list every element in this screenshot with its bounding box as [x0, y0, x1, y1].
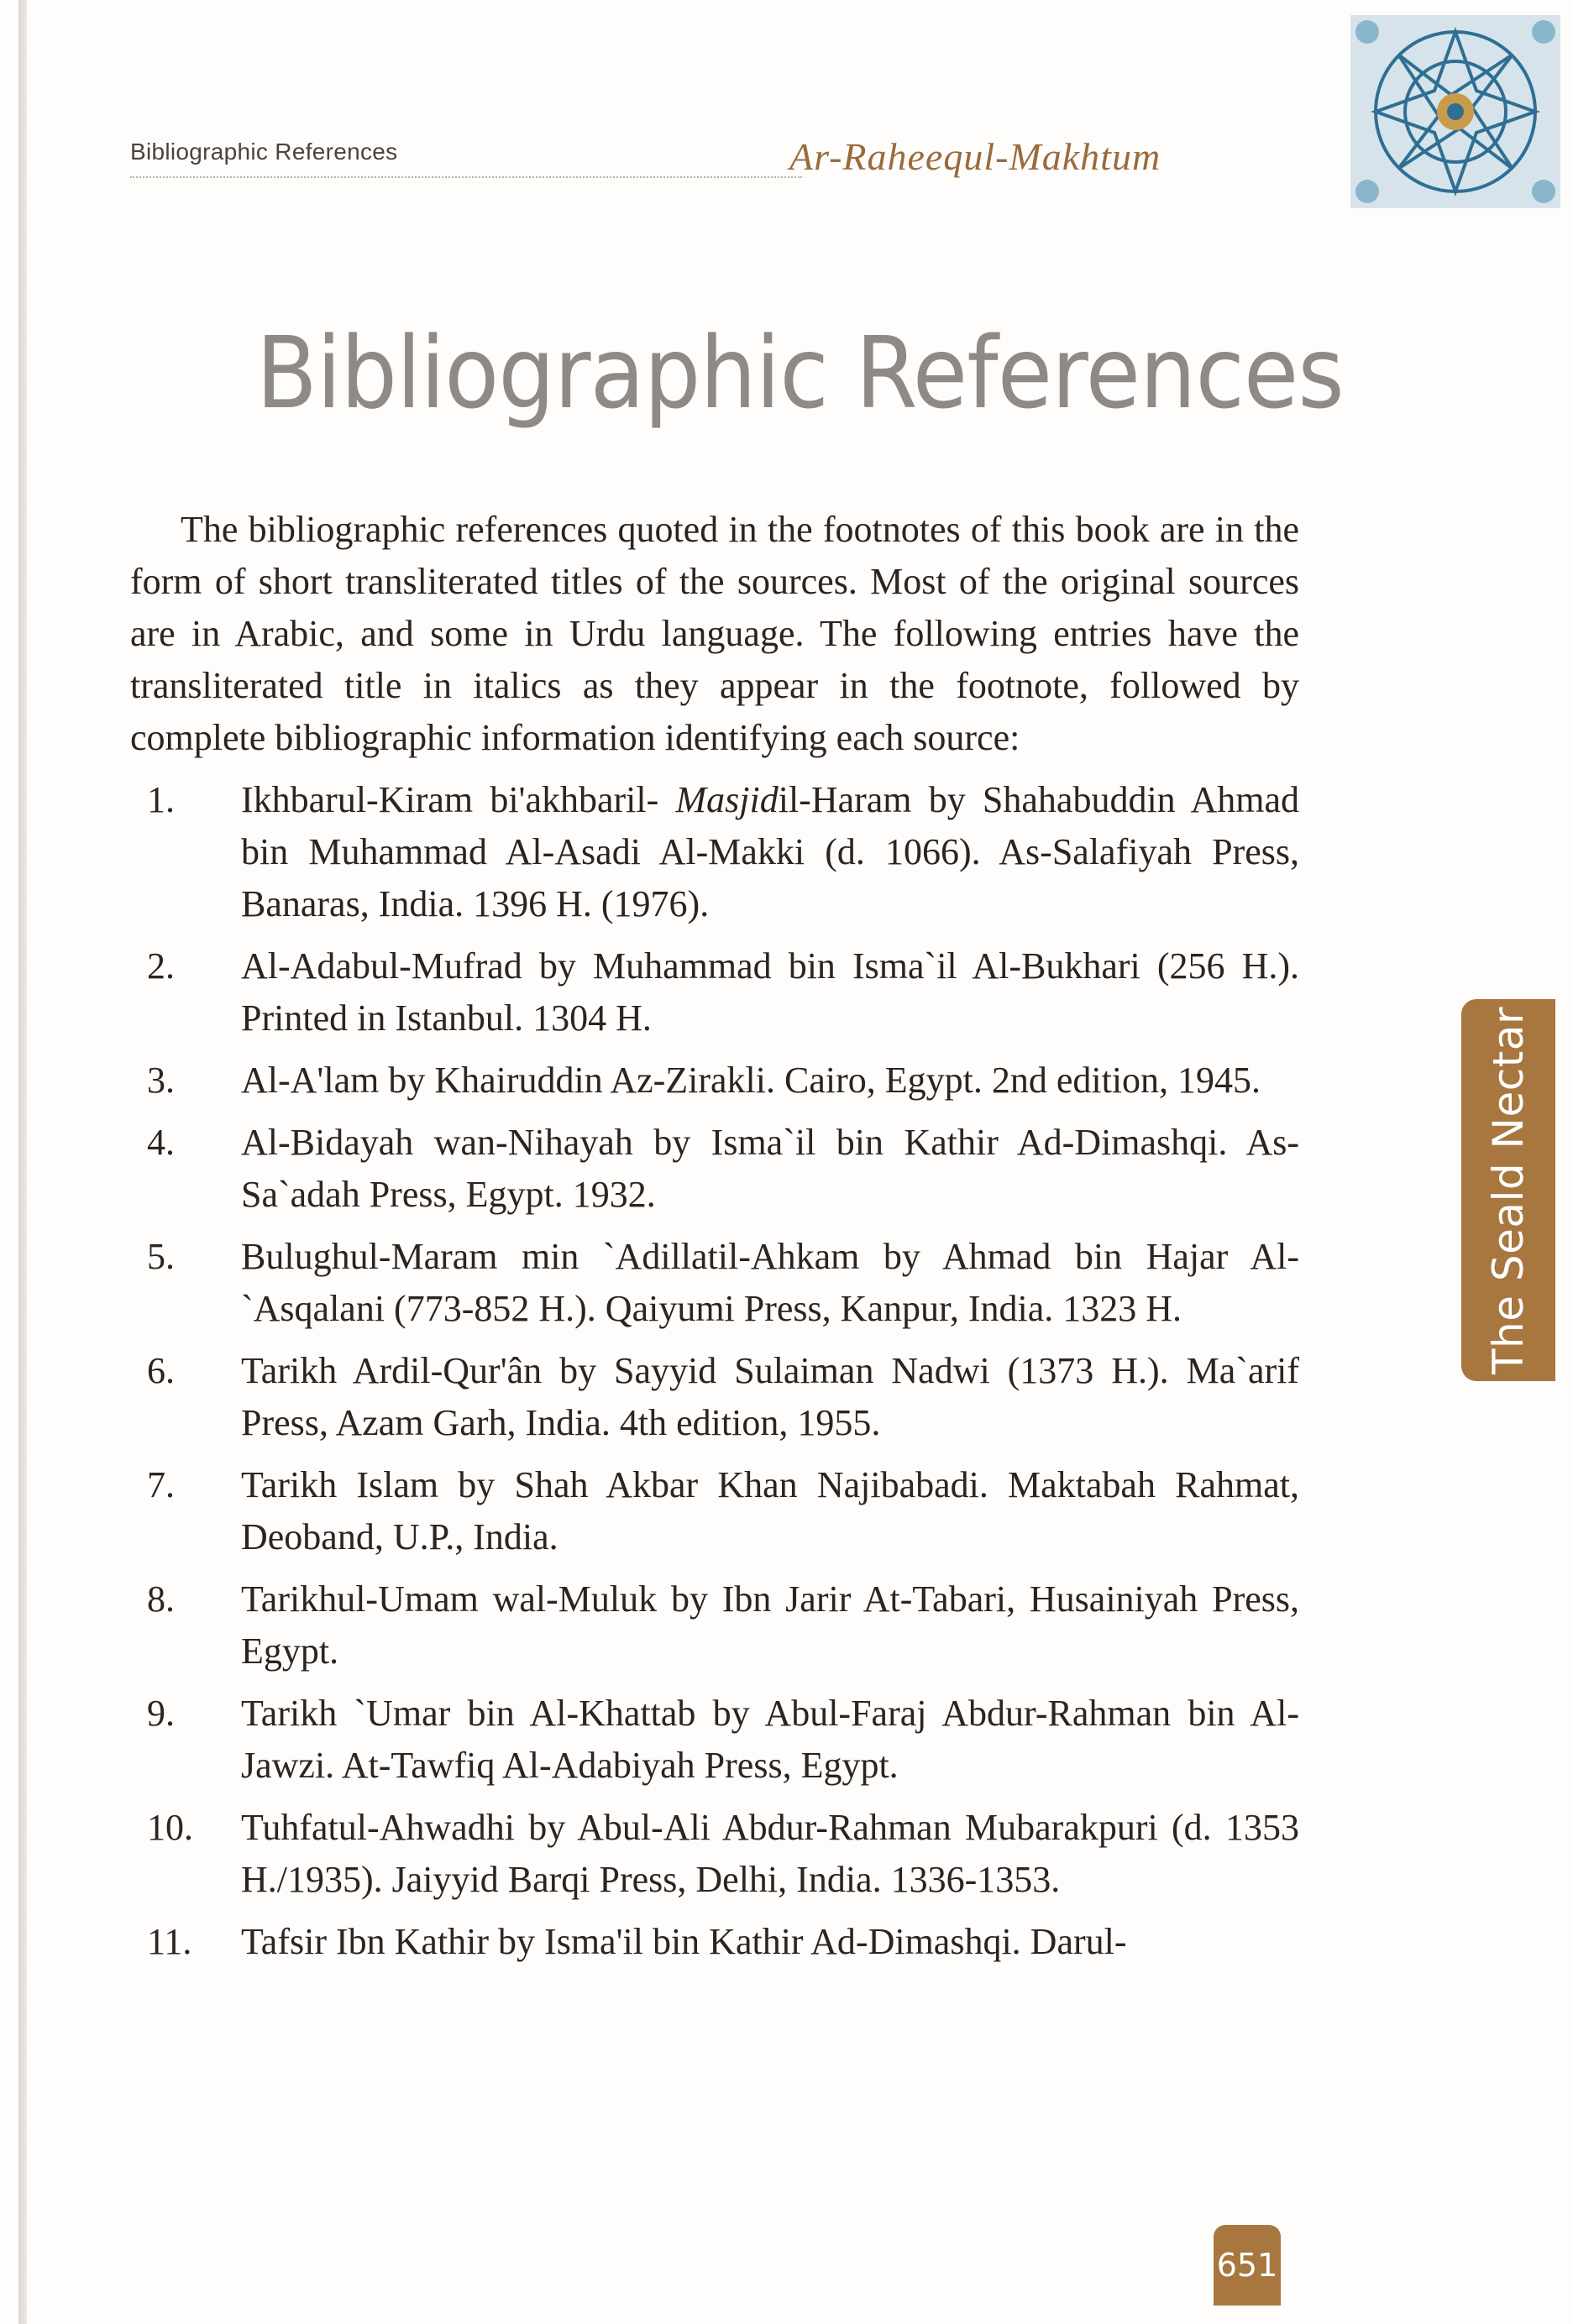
reference-italic: Masjid	[675, 779, 779, 820]
reference-item	[130, 774, 1299, 930]
reference-text: Tafsir Ibn Kathir by Isma'il bin Kathir Ad-Dimashqi. Darul-	[241, 1921, 1127, 1962]
reference-number: 3.	[147, 1060, 175, 1101]
reference-number: 7.	[147, 1464, 175, 1505]
reference-text: Tarikh `Umar bin Al-Khattab by Abul-Faraj Abdur-Rahman bin Al-Jawzi. At-Tawfiq Al-Adabiyah Press, Egypt.	[241, 1693, 1299, 1786]
page-number: 651	[1214, 2225, 1281, 2306]
reference-text: Al-Adabul-Mufrad by Muhammad bin Isma`il Al-Bukhari (256 H.). Printed in Istanbul. 1304 H.	[241, 945, 1299, 1039]
side-tab-label: The Seald Nectar	[1484, 1006, 1533, 1374]
reference-item	[130, 1688, 1299, 1792]
reference-item	[130, 1055, 1299, 1107]
reference-text: Bulughul-Maram min `Adillatil-Ahkam by Ahmad bin Hajar Al-`Asqalani (773-852 H.). Qaiyumi Press, Kanpur, India. 1323 H.	[241, 1236, 1299, 1329]
reference-text: Al-A'lam by Khairuddin Az-Zirakli. Cairo, Egypt. 2nd edition, 1945.	[241, 1060, 1261, 1101]
reference-number: 9.	[147, 1693, 175, 1734]
reference-text-end: il-Haram by Shahabuddin Ahmad bin Muhammad Al-Asadi Al-Makki (d. 1066). As-Salafiyah Press, Banaras, India. 1396 H. (1976).	[241, 779, 1299, 924]
reference-text: Tarikhul-Umam wal-Muluk by Ibn Jarir At-Tabari, Husainiyah Press, Egypt.	[241, 1578, 1299, 1672]
reference-item	[130, 1573, 1299, 1678]
reference-number: 2.	[147, 945, 175, 987]
reference-number: 4.	[147, 1122, 175, 1163]
reference-item	[130, 940, 1299, 1044]
document-body	[130, 504, 1299, 1978]
reference-text-start: Ikhbarul-Kiram bi'akhbaril-	[241, 779, 676, 820]
reference-text: Al-Bidayah wan-Nihayah by Isma`il bin Kathir Ad-Dimashqi. As-Sa`adah Press, Egypt. 1932.	[241, 1122, 1299, 1215]
reference-number: 5.	[147, 1236, 175, 1277]
reference-number: 8.	[147, 1578, 175, 1620]
reference-item	[130, 1459, 1299, 1563]
reference-number: 1.	[147, 779, 175, 820]
header-rule	[130, 176, 802, 178]
reference-number: 10.	[147, 1807, 193, 1848]
running-head: Bibliographic References	[130, 139, 398, 165]
intro-paragraph: The bibliographic references quoted in the footnotes of this book are in the form of short transliterated titles of the sources. Most of the original sources are in Arabic, and some in Urdu language. The following entries have the transliterated title in italics as they appear in the footnote, followed by complete bibliographic information identifying each source:	[130, 509, 1299, 758]
brand-wordmark: Ar-Raheequl-Makhtum	[789, 135, 1161, 178]
reference-item	[130, 1117, 1299, 1221]
reference-text: Tarikh Islam by Shah Akbar Khan Najibabadi. Maktabah Rahmat, Deoband, U.P., India.	[241, 1464, 1299, 1557]
reference-item	[130, 1345, 1299, 1449]
page-title: Bibliographic References	[256, 315, 1344, 431]
reference-item	[130, 1231, 1299, 1335]
ornament-tile	[1350, 15, 1560, 208]
reference-item	[130, 1916, 1299, 1968]
gutter-edge	[18, 0, 27, 2324]
reference-item	[130, 1802, 1299, 1906]
reference-text: Tarikh Ardil-Qur'ân by Sayyid Sulaiman Nadwi (1373 H.). Ma`arif Press, Azam Garh, India. 4th edition, 1955.	[241, 1350, 1299, 1443]
reference-number: 11.	[147, 1921, 192, 1962]
reference-text: Tuhfatul-Ahwadhi by Abul-Ali Abdur-Rahman Mubarakpuri (d. 1353 H./1935). Jaiyyid Barqi Press, Delhi, India. 1336-1353.	[241, 1807, 1299, 1900]
reference-list	[130, 774, 1299, 1968]
reference-number: 6.	[147, 1350, 175, 1391]
side-tab	[1461, 999, 1555, 1381]
